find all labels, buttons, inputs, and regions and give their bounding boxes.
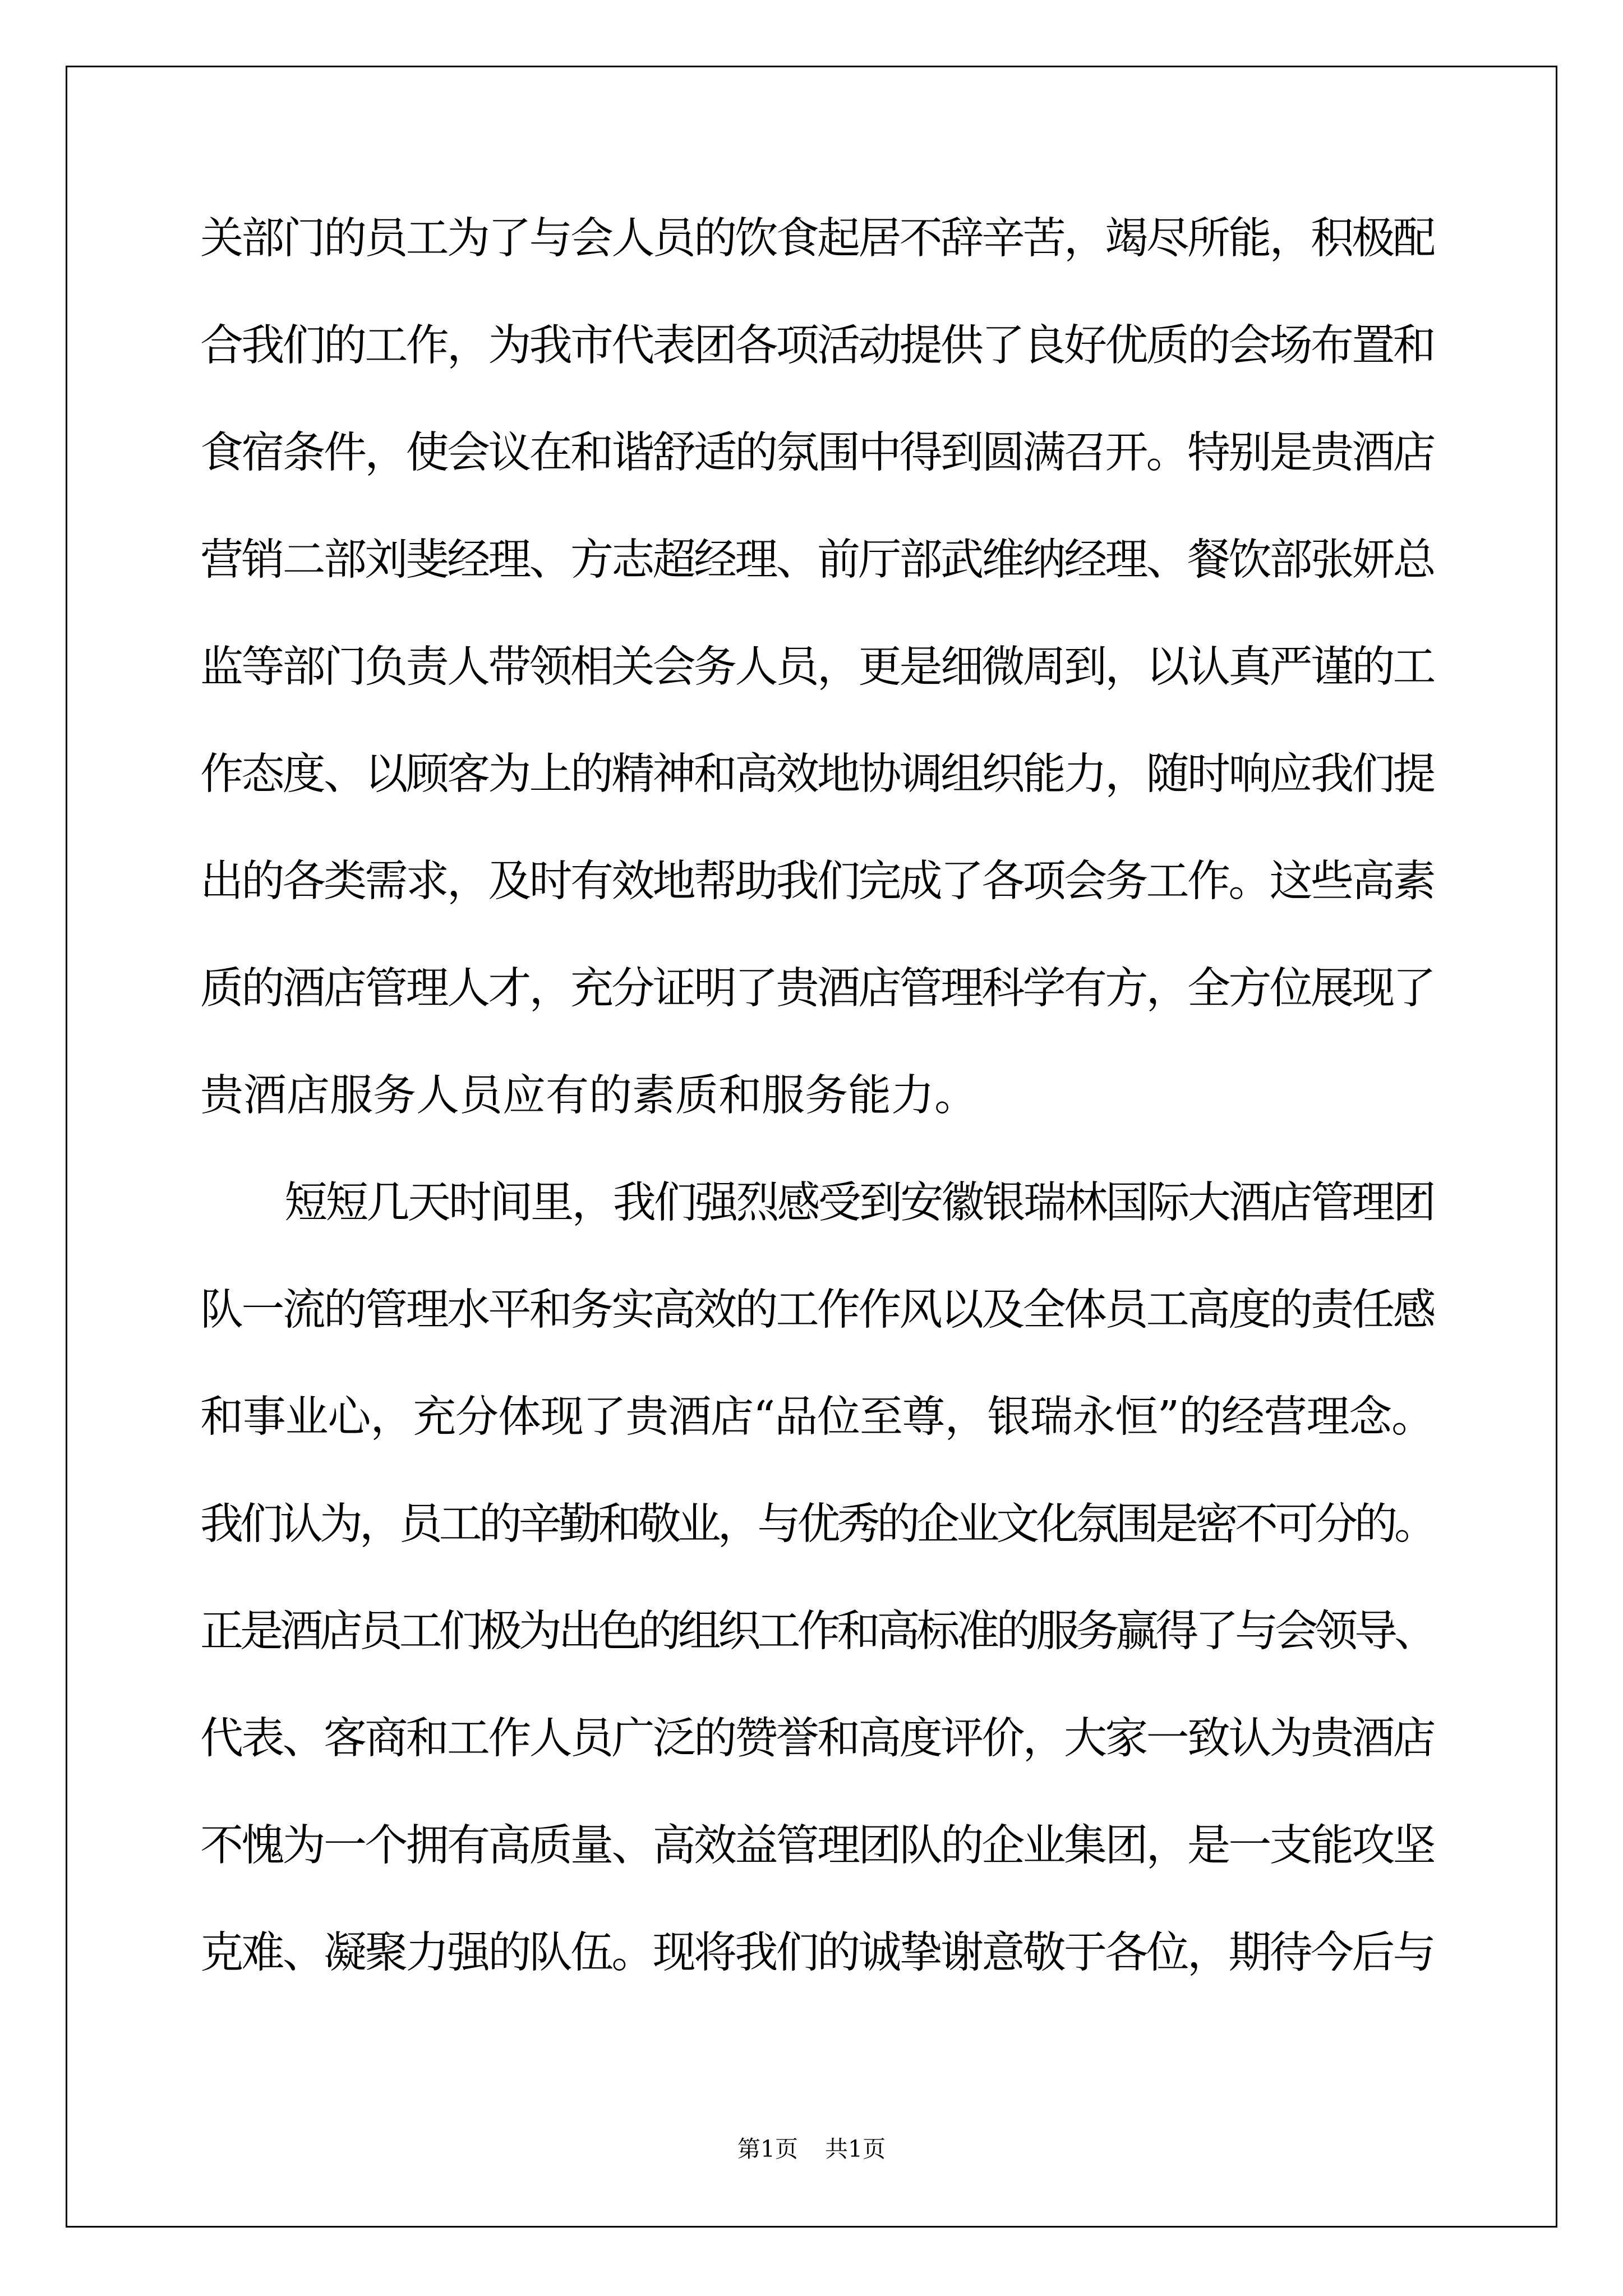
text-line: 监等部门负责人带领相关会务人员，更是细微周到，以认真严谨的工	[200, 642, 1434, 692]
text-line: 食宿条件，使会议在和谐舒适的氛围中得到圆满召开。特别是贵酒店	[200, 428, 1434, 478]
text-line: 和事业心，充分体现了贵酒店“品位至尊，银瑞永恒”的经营理念。	[200, 1392, 1434, 1442]
paragraph-start-line: 短短几天时间里，我们强烈感受到安徽银瑞林国际大酒店管理团	[284, 1178, 1434, 1228]
text-line: 关部门的员工为了与会人员的饮食起居不辞辛苦，竭尽所能，积极配	[200, 214, 1434, 264]
text-line: 合我们的工作，为我市代表团各项活动提供了良好优质的会场布置和	[200, 321, 1434, 371]
text-line: 正是酒店员工们极为出色的组织工作和高标准的服务赢得了与会领导、	[200, 1607, 1434, 1657]
text-line: 代表、客商和工作人员广泛的赞誉和高度评价，大家一致认为贵酒店	[200, 1714, 1434, 1764]
page-number: 第1页	[737, 2136, 798, 2162]
text-line: 营销二部刘斐经理、方志超经理、前厅部武维纳经理、餐饮部张妍总	[200, 535, 1434, 585]
text-line: 质的酒店管理人才，充分证明了贵酒店管理科学有方，全方位展现了	[200, 964, 1434, 1014]
text-line: 队一流的管理水平和务实高效的工作作风以及全体员工高度的责任感	[200, 1285, 1434, 1335]
page-footer	[0, 2131, 1623, 2164]
text-line: 贵酒店服务人员应有的素质和服务能力。	[200, 1071, 978, 1121]
document-body	[200, 213, 1434, 2035]
text-line: 不愧为一个拥有高质量、高效益管理团队的企业集团，是一支能攻坚	[200, 1821, 1434, 1871]
text-line: 作态度、以顾客为上的精神和高效地协调组织能力，随时响应我们提	[200, 749, 1434, 799]
text-line: 出的各类需求，及时有效地帮助我们完成了各项会务工作。这些高素	[200, 857, 1434, 907]
text-line: 我们认为，员工的辛勤和敬业，与优秀的企业文化氛围是密不可分的。	[200, 1499, 1434, 1549]
page-total: 共1页	[825, 2136, 886, 2162]
text-line: 克难、凝聚力强的队伍。现将我们的诚挚谢意敬于各位，期待今后与	[200, 1928, 1434, 1978]
